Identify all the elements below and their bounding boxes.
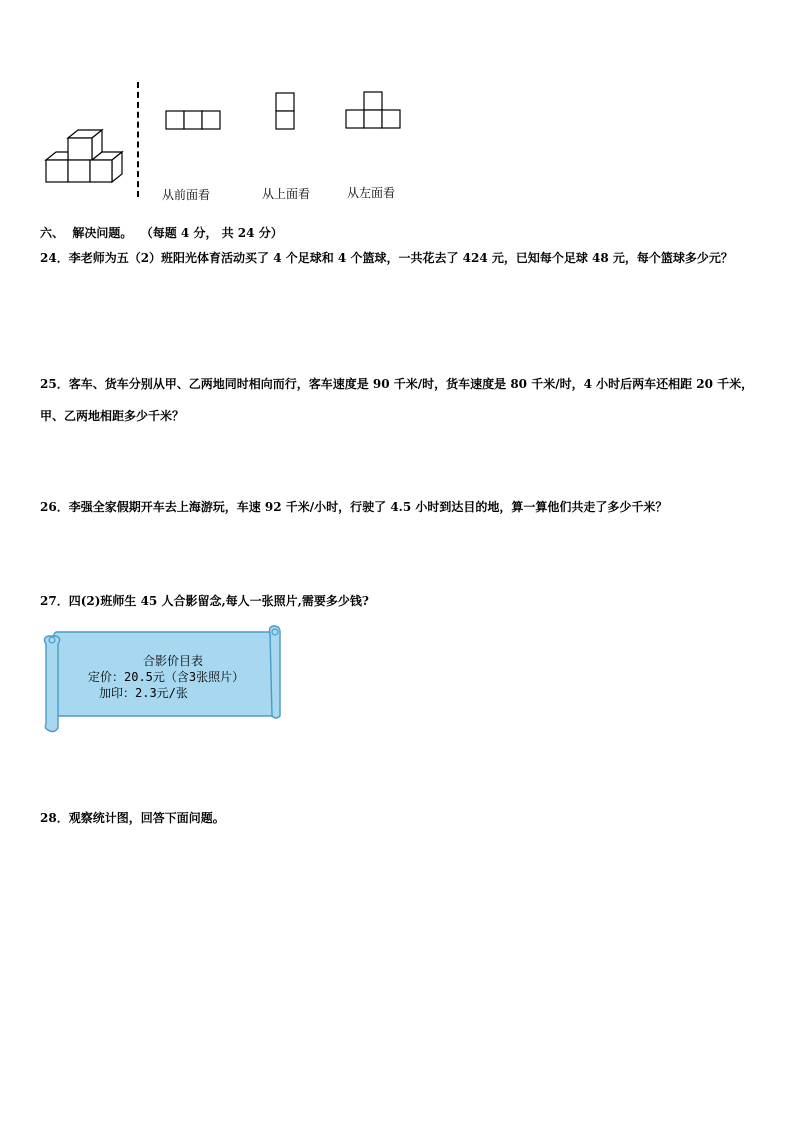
question-25: 25．客车、货车分别从甲、乙两地同时相向而行，客车速度是 90 千米/时，货车速度是 80 千米/时，4 小时后两车还相距 20 千米，甲、乙两地相距多少千米？ bbox=[40, 377, 754, 423]
top-view-grid bbox=[275, 92, 295, 131]
section-heading bbox=[40, 224, 283, 241]
dashed-divider bbox=[137, 82, 139, 197]
price-table-title: 合影价目表 bbox=[143, 654, 204, 668]
section-number: 六、 bbox=[40, 226, 65, 240]
question-24: 24．李老师为五（2）班阳光体育活动买了 4 个足球和 4 个篮球，一共花去了 424 元，已知每个足球 48 元，每个篮球多少元？ bbox=[40, 251, 733, 265]
left-view-label: 从左面看 bbox=[347, 186, 396, 200]
question-26: 26．李强全家假期开车去上海游玩，车速 92 千米/小时，行驶了 4.5 小时到达目的地，算一算他们共走了多少千米？ bbox=[40, 500, 668, 514]
top-view-label: 从上面看 bbox=[262, 187, 311, 201]
front-view-grid bbox=[165, 110, 222, 131]
cube-stack-figure bbox=[44, 128, 126, 190]
question-27: 27．四(2)班师生 45 人合影留念,每人一张照片,需要多少钱? bbox=[40, 594, 369, 608]
left-view-grid bbox=[345, 91, 403, 131]
price-table-fixed-price: 定价：20.5元（含3张照片） bbox=[88, 670, 245, 684]
price-table-extra-print: 加印：2.3元/张 bbox=[99, 686, 188, 700]
section-title: 解决问题。 bbox=[72, 226, 133, 240]
section-score: （每题 4 分， 共 24 分） bbox=[140, 226, 283, 240]
question-28: 28．观察统计图，回答下面问题。 bbox=[40, 811, 225, 825]
front-view-label: 从前面看 bbox=[162, 188, 211, 202]
